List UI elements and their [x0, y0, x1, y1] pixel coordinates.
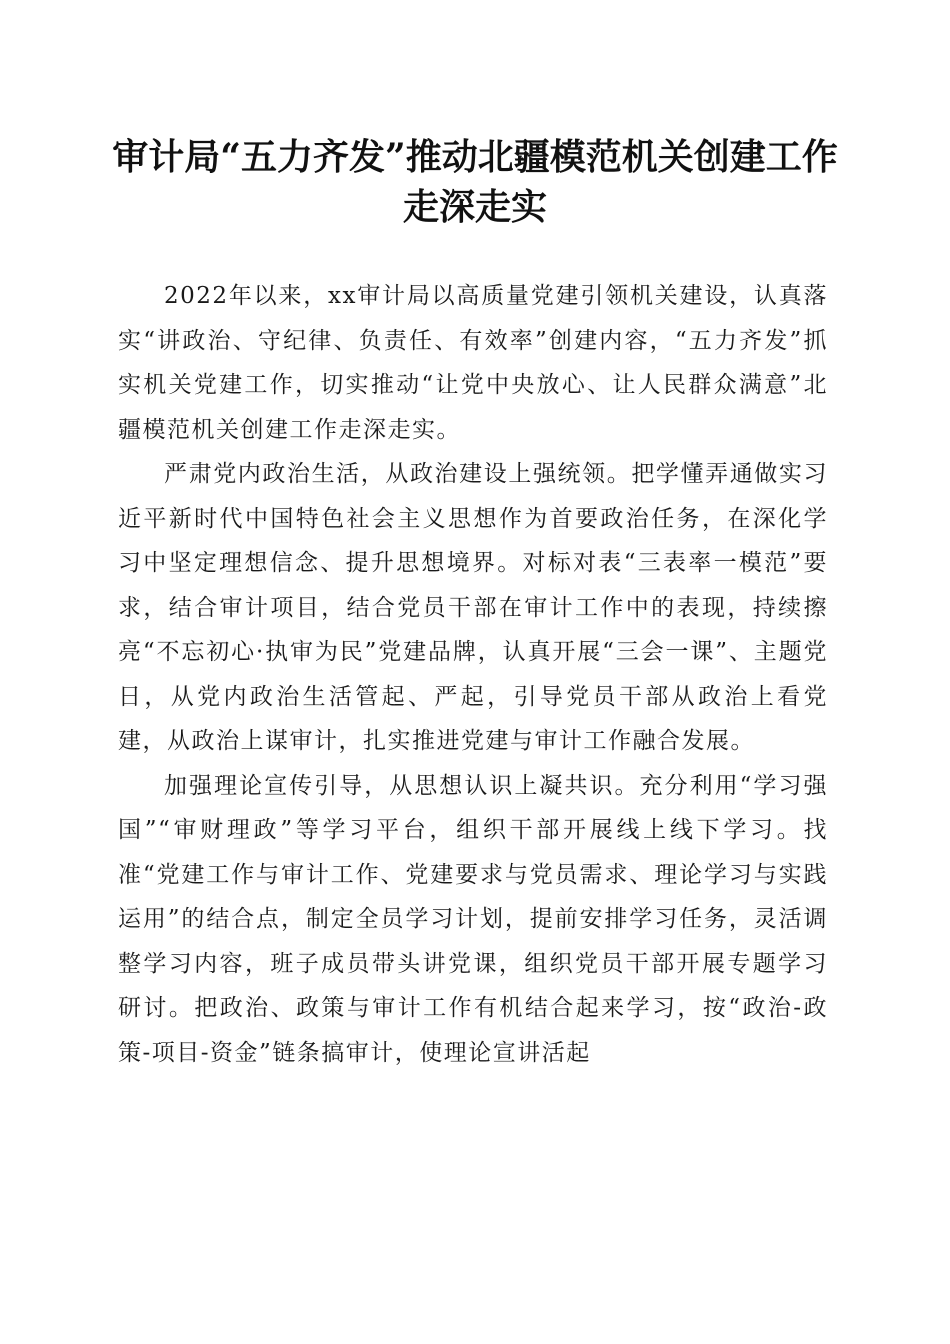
- paragraph-intro: 2022年以来，xx审计局以高质量党建引领机关建设，认真落实“讲政治、守纪律、负责任、有效率”创建内容，“五力齐发”抓实机关党建工作，切实推动“让党中央放心、让人民群众满意”北疆模范机关创建工作走深走实。: [118, 283, 828, 443]
- document-title: 审计局“五力齐发”推动北疆模范机关创建工作走深走实: [112, 136, 838, 228]
- paragraph-theory-promotion: 加强理论宣传引导，从思想认识上凝共识。充分利用“学习强国”“审财理政”等学习平台，组织干部开展线上线下学习。找准“党建工作与审计工作、党建要求与党员需求、理论学习与实践运用”的结合点，制定全员学习计划，提前安排学习任务，灵活调整学习内容，班子成员带头讲党课，组织党员干部开展专题学习研讨。把政治、政策与审计工作有机结合起来学习，按“政治-政策-项目-资金”链条搞审计，使理论宣讲活起: [118, 772, 828, 1066]
- document-body: [118, 274, 828, 1075]
- paragraph-political-life: 严肃党内政治生活，从政治建设上强统领。把学懂弄通做实习近平新时代中国特色社会主义思想作为首要政治任务，在深化学习中坚定理想信念、提升思想境界。对标对表“三表率一模范”要求，结合审计项目，结合党员干部在审计工作中的表现，持续擦亮“不忘初心·执审为民”党建品牌，认真开展“三会一课”、主题党日，从党内政治生活管起、严起，引导党员干部从政治上看党建，从政治上谋审计，扎实推进党建与审计工作融合发展。: [118, 461, 828, 754]
